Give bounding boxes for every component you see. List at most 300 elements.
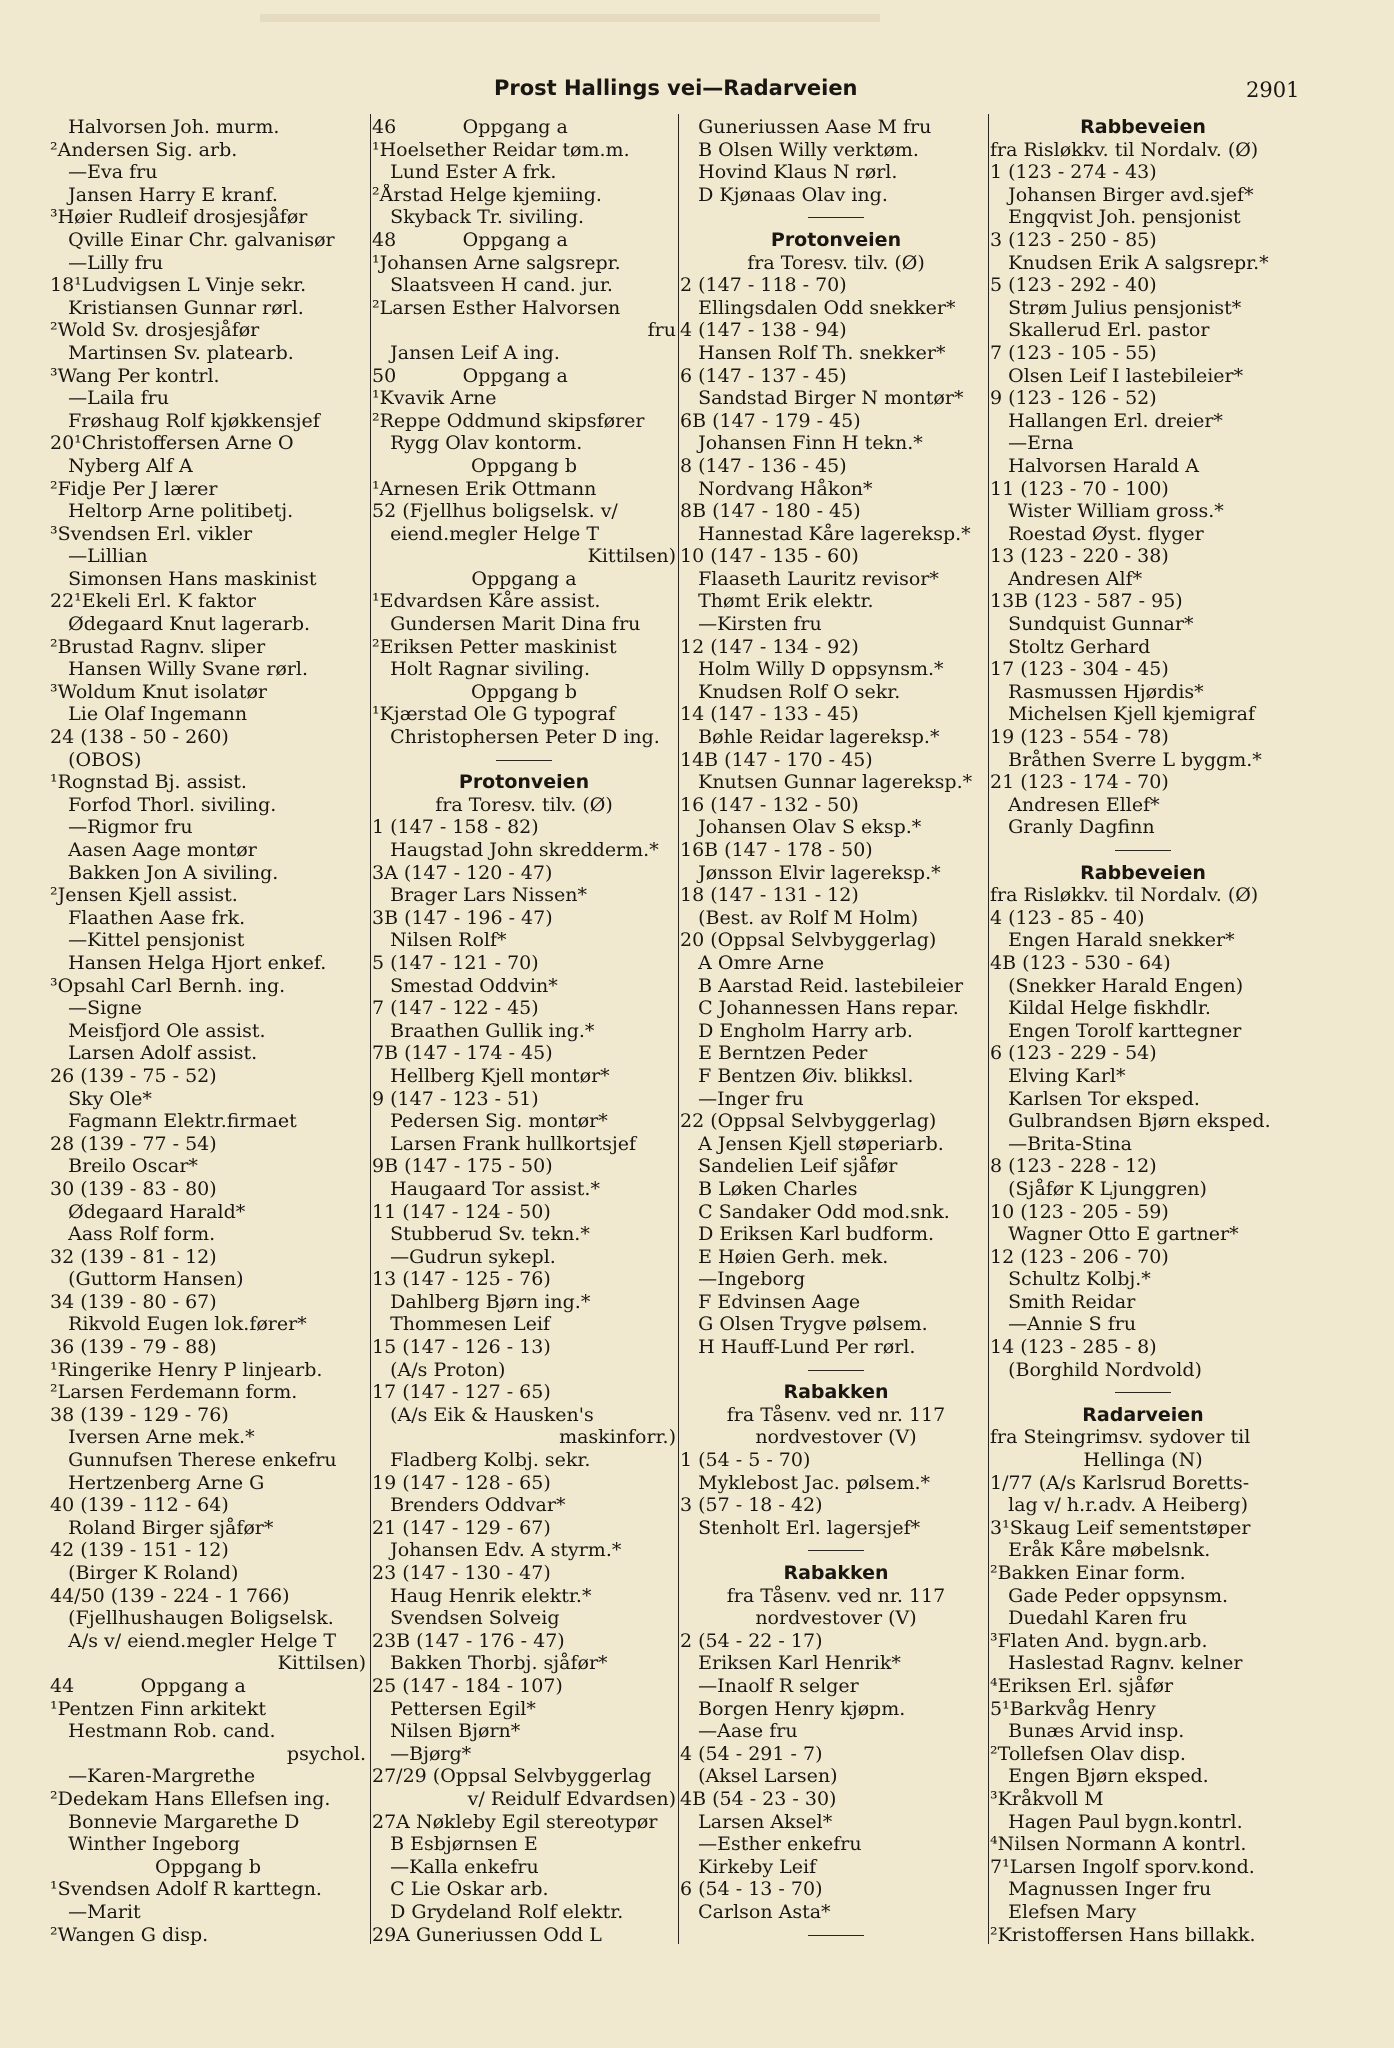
directory-line: ³Wang Per kontrl. (50, 364, 220, 387)
directory-line: Ødegaard Harald* (50, 1200, 246, 1223)
directory-line: (Best. av Rolf M Holm) (680, 906, 919, 929)
directory-line: 8B (147 - 180 - 45) (680, 500, 861, 523)
directory-line: 40 (139 - 112 - 64) (50, 1494, 229, 1517)
directory-column-1 (50, 116, 366, 2044)
directory-line: Karlsen Tor eksped. (990, 1087, 1200, 1110)
directory-line: 6B (147 - 179 - 45) (680, 409, 861, 432)
directory-line: ²Kristoffersen Hans billakk. (990, 1923, 1256, 1946)
directory-line: 29A Guneriussen Odd L (372, 1923, 602, 1946)
directory-line: ²Wold Sv. drosjesjåfør (50, 319, 260, 342)
directory-line: Pedersen Sig. montør* (372, 1110, 608, 1133)
directory-line: Oppgang b (471, 454, 577, 477)
directory-line: Svendsen Solveig (372, 1607, 560, 1630)
directory-line: 1 (54 - 5 - 70) (680, 1449, 811, 1472)
directory-line: Nilsen Bjørn* (372, 1720, 521, 1743)
directory-line: 9B (147 - 175 - 50) (372, 1155, 553, 1178)
directory-column-3 (680, 116, 992, 2044)
directory-line: 23B (147 - 176 - 47) (372, 1629, 565, 1652)
directory-line: Flaathen Aase frk. (50, 906, 246, 929)
directory-line: 23 (147 - 130 - 47) (372, 1562, 551, 1584)
directory-line: Johansen Finn H tekn.* (680, 432, 923, 455)
directory-line: Frøshaug Rolf kjøkkensjef (50, 409, 320, 432)
directory-line: —Inaolf R selger (680, 1674, 859, 1697)
directory-line: (Fjellhushaugen Boligselsk. (50, 1607, 334, 1630)
directory-line: Engen Bjørn eksped. (990, 1765, 1209, 1788)
directory-line: Slaatsveen H cand. jur. (372, 274, 613, 297)
directory-line: 48 Oppgang a (372, 228, 568, 251)
directory-line: ²Larsen Ferdemann form. (50, 1381, 298, 1404)
directory-line: Ellingsdalen Odd snekker* (680, 296, 956, 319)
section-separator (680, 1924, 992, 1947)
directory-line: Kirkeby Leif (680, 1855, 817, 1878)
directory-line: ¹Edvardsen Kåre assist. (372, 590, 601, 613)
directory-line: —Kittel pensjonist (50, 929, 245, 952)
directory-line: Qville Einar Chr. galvanisør (50, 228, 335, 251)
directory-line: ¹Rognstad Bj. assist. (50, 771, 247, 794)
directory-line: Haug Henrik elektr.* (372, 1584, 592, 1607)
directory-line: Hellberg Kjell montør* (372, 1064, 610, 1087)
directory-line: —Esther enkefru (680, 1833, 862, 1856)
directory-line: D Grydeland Rolf elektr. (372, 1900, 624, 1923)
directory-line: 3B (147 - 196 - 47) (372, 906, 553, 929)
directory-line: 46 Oppgang a (372, 116, 568, 138)
directory-line: (Guttorm Hansen) (50, 1268, 244, 1291)
directory-line: ¹Kjærstad Ole G typograf (372, 703, 616, 726)
directory-line: —Kalla enkefru (372, 1855, 539, 1878)
directory-line: 27A Nøkleby Egil stereotypør (372, 1810, 658, 1833)
directory-line: 19 (123 - 554 - 78) (990, 726, 1169, 749)
directory-line: ¹Ringerike Henry P linjearb. (50, 1358, 323, 1381)
directory-line: Sandstad Birger N montør* (680, 387, 964, 410)
directory-line: psychol. (286, 1742, 366, 1765)
directory-line: Eråk Kåre møbelsnk. (990, 1539, 1211, 1562)
directory-line: Carlson Asta* (680, 1900, 831, 1923)
directory-line: 21 (147 - 129 - 67) (372, 1516, 551, 1539)
directory-line: Elving Karl* (990, 1064, 1126, 1087)
directory-line: 19 (147 - 128 - 65) (372, 1471, 551, 1494)
directory-line: Oppgang a (471, 567, 577, 590)
directory-line: lag v/ h.r.adv. A Heiberg) (990, 1494, 1248, 1517)
directory-line: Guneriussen Aase M fru (680, 116, 932, 138)
directory-line: 44/50 (139 - 224 - 1 766) (50, 1584, 290, 1607)
directory-line: 20¹Christoffersen Arne O (50, 432, 294, 455)
directory-line: Nyberg Alf A (50, 454, 193, 477)
directory-line: Granly Dagfinn (990, 816, 1155, 839)
directory-line: 27/29 (Oppsal Selvbyggerlag (372, 1765, 652, 1788)
directory-line: Hestmann Rob. cand. (50, 1720, 276, 1743)
directory-line: —Aase fru (680, 1720, 798, 1743)
directory-line: Forfod Thorl. siviling. (50, 793, 277, 816)
directory-line: ⁴Eriksen Erl. sjåfør (990, 1674, 1174, 1697)
directory-line: ²Wangen G disp. (50, 1923, 209, 1946)
directory-line: 34 (139 - 80 - 67) (50, 1290, 217, 1313)
section-separator (680, 1539, 992, 1562)
directory-line: Smith Reidar (990, 1290, 1136, 1313)
directory-line: Andresen Ellef* (990, 793, 1160, 816)
street-heading: Rabbeveien (1080, 116, 1206, 138)
directory-line: —Karen-Margrethe (50, 1765, 256, 1788)
directory-line: Thommesen Leif (372, 1313, 550, 1336)
directory-line: G Olsen Trygve pølsem. (680, 1313, 928, 1336)
directory-line: Martinsen Sv. platearb. (50, 341, 294, 364)
street-heading: Rabakken (783, 1381, 889, 1404)
directory-line: Fagmann Elektr.firmaet (50, 1110, 297, 1133)
directory-line: C Lie Oskar arb. (372, 1878, 549, 1901)
directory-line: F Edvinsen Aage (680, 1290, 861, 1313)
directory-line: B Løken Charles (680, 1177, 858, 1200)
directory-line: Wister William gross.* (990, 500, 1224, 523)
directory-line: ¹Arnesen Erik Ottmann (372, 477, 597, 500)
directory-line: (A/s Eik & Hausken's (372, 1403, 594, 1426)
directory-line: Rikvold Eugen lok.fører* (50, 1313, 307, 1336)
directory-line: ²Eriksen Petter maskinist (372, 635, 617, 658)
directory-line: ²Larsen Esther Halvorsen (372, 296, 621, 319)
directory-line: Larsen Frank hullkortsjef (372, 1132, 637, 1155)
directory-line: 8 (147 - 136 - 45) (680, 454, 847, 477)
directory-line: 12 (123 - 206 - 70) (990, 1245, 1169, 1268)
directory-line: 13B (123 - 587 - 95) (990, 590, 1183, 613)
directory-line: 5 (123 - 292 - 40) (990, 274, 1157, 297)
directory-line: fra Risløkkv. til Nordalv. (Ø) (990, 884, 1259, 907)
directory-line: 38 (139 - 129 - 76) (50, 1403, 229, 1426)
section-separator (680, 1359, 992, 1382)
directory-line: Sandelien Leif sjåfør (680, 1155, 898, 1178)
directory-line: ¹Johansen Arne salgsrepr. (372, 251, 621, 274)
directory-line: 30 (139 - 83 - 80) (50, 1177, 217, 1200)
directory-line: 7 (123 - 105 - 55) (990, 341, 1157, 364)
directory-line: F Bentzen Øiv. blikksl. (680, 1064, 914, 1087)
directory-line: Bonnevie Margarethe D (50, 1810, 300, 1833)
directory-line: —Brita-Stina (990, 1132, 1132, 1155)
column-divider (678, 114, 679, 1944)
directory-line: A Omre Arne (680, 951, 825, 974)
directory-line: ²Bakken Einar form. (990, 1562, 1186, 1584)
directory-line: Breilo Oscar* (50, 1155, 198, 1178)
directory-line: 50 Oppgang a (372, 364, 568, 387)
directory-line: ²Brustad Ragnv. sliper (50, 635, 266, 658)
directory-line: v/ Reidulf Edvardsen) (467, 1787, 676, 1810)
directory-column-4 (990, 116, 1296, 2044)
directory-line: Larsen Aksel* (680, 1810, 833, 1833)
directory-line: —Ingeborg (680, 1268, 806, 1291)
directory-line: fru (647, 319, 676, 342)
directory-line: Hertzenberg Arne G (50, 1471, 265, 1494)
directory-line: (A/s Proton) (372, 1358, 506, 1381)
directory-line: Engen Torolf karttegner (990, 1019, 1242, 1042)
directory-line: 3¹Skaug Leif sementstøper (990, 1516, 1251, 1539)
directory-line: 14B (147 - 170 - 45) (680, 748, 873, 771)
street-heading: Radarveien (1082, 1403, 1204, 1426)
directory-line: Fladberg Kolbj. sekr. (372, 1449, 591, 1472)
directory-line: Nordvang Håkon* (680, 477, 873, 500)
directory-line: Lie Olaf Ingemann (50, 703, 248, 726)
directory-line: 24 (138 - 50 - 260) (50, 726, 229, 749)
directory-line: Haugaard Tor assist.* (372, 1177, 600, 1200)
directory-line: Borgen Henry kjøpm. (680, 1697, 906, 1720)
directory-line: 14 (123 - 285 - 8) (990, 1336, 1157, 1359)
directory-line: D Kjønaas Olav ing. (680, 183, 888, 206)
directory-line: Lund Ester A frk. (372, 161, 557, 184)
directory-line: 15 (147 - 126 - 13) (372, 1336, 551, 1359)
directory-line: B Olsen Willy verktøm. (680, 138, 919, 161)
directory-line: fra Tåsenv. ved nr. 117 (726, 1584, 946, 1607)
directory-line: Johansen Edv. A styrm.* (372, 1539, 622, 1562)
directory-line: 42 (139 - 151 - 12) (50, 1539, 229, 1562)
directory-line: Kittilsen) (587, 545, 676, 568)
directory-line: 4 (54 - 291 - 7) (680, 1742, 823, 1765)
directory-line: ³Høier Rudleif drosjesjåfør (50, 206, 308, 229)
directory-line: Christophersen Peter D ing. (372, 726, 660, 749)
directory-line: 9 (123 - 126 - 52) (990, 387, 1157, 410)
directory-line: Elefsen Mary (990, 1900, 1137, 1923)
directory-line: Schultz Kolbj.* (990, 1268, 1151, 1291)
page-number: 2901 (1246, 78, 1300, 102)
directory-line: A Jensen Kjell støperiarb. (680, 1132, 944, 1155)
directory-line: Halvorsen Harald A (990, 454, 1199, 477)
directory-line: 10 (147 - 135 - 60) (680, 545, 859, 568)
directory-line: Rasmussen Hjørdis* (990, 680, 1204, 703)
directory-line: ²Årstad Helge kjemiing. (372, 183, 602, 206)
directory-line: ²Dedekam Hans Ellefsen ing. (50, 1787, 331, 1810)
directory-line: 13 (147 - 125 - 76) (372, 1268, 551, 1291)
directory-line: fra Toresv. tilv. (Ø) (747, 251, 925, 274)
directory-line: Strøm Julius pensjonist* (990, 296, 1242, 319)
directory-line: Hansen Helga Hjort enkef. (50, 951, 327, 974)
directory-line: Gundersen Marit Dina fru (372, 613, 641, 636)
directory-line: Bakken Jon A siviling. (50, 861, 279, 884)
directory-line: Hellinga (N) (1083, 1449, 1203, 1472)
directory-line: ⁴Nilsen Normann A kontrl. (990, 1833, 1247, 1856)
directory-line: 1/77 (A/s Karlsrud Boretts- (990, 1471, 1250, 1494)
directory-line: Hannestad Kåre lagereksp.* (680, 522, 971, 545)
directory-line: 4 (123 - 85 - 40) (990, 906, 1145, 929)
directory-line: —Gudrun sykepl. (372, 1245, 556, 1268)
directory-line: Magnussen Inger fru (990, 1878, 1212, 1901)
directory-line: 1 (147 - 158 - 82) (372, 816, 539, 839)
directory-line: B Esbjørnsen E (372, 1833, 538, 1856)
directory-line: Pettersen Egil* (372, 1697, 536, 1720)
street-heading: Protonveien (770, 228, 902, 251)
street-heading: Protonveien (458, 771, 590, 794)
directory-line: Simonsen Hans maskinist (50, 567, 317, 590)
directory-line: 16B (147 - 178 - 50) (680, 839, 873, 861)
directory-line: Flaaseth Lauritz revisor* (680, 567, 939, 590)
directory-line: ³Flaten And. bygn.arb. (990, 1629, 1208, 1652)
directory-line: Braathen Gullik ing.* (372, 1019, 595, 1042)
directory-line: D Engholm Harry arb. (680, 1019, 913, 1042)
directory-line: Larsen Adolf assist. (50, 1042, 258, 1065)
directory-line: maskinforr.) (559, 1426, 676, 1449)
directory-line: Knudsen Erik A salgsrepr.* (990, 251, 1269, 274)
directory-line: 6 (147 - 137 - 45) (680, 364, 847, 387)
directory-line: Jansen Leif A ing. (372, 341, 560, 364)
directory-line: Heltorp Arne politibetj. (50, 500, 294, 523)
directory-line: Bakken Thorbj. sjåfør* (372, 1652, 608, 1675)
directory-line: ³Svendsen Erl. vikler (50, 522, 253, 545)
directory-line: 3A (147 - 120 - 47) (372, 861, 553, 884)
directory-line: 25 (147 - 184 - 107) (372, 1674, 563, 1697)
section-separator (372, 749, 676, 772)
directory-line: 6 (54 - 13 - 70) (680, 1878, 823, 1901)
directory-line: eiend.megler Helge T (372, 522, 599, 545)
directory-line: Hagen Paul bygn.kontrl. (990, 1810, 1243, 1833)
section-separator (680, 206, 992, 229)
directory-line: Hovind Klaus N rørl. (680, 161, 898, 184)
directory-line: Andresen Alf* (990, 567, 1143, 590)
directory-line: ¹Svendsen Adolf R karttegn. (50, 1878, 322, 1901)
directory-line: C Sandaker Odd mod.snk. (680, 1200, 950, 1223)
column-divider (370, 114, 371, 1944)
directory-line: Halvorsen Joh. murm. (50, 116, 280, 138)
directory-line: Holt Ragnar siviling. (372, 658, 591, 681)
directory-line: Wagner Otto E gartner* (990, 1223, 1239, 1246)
directory-line: 20 (Oppsal Selvbyggerlag) (680, 929, 937, 952)
directory-line: ¹Hoelsether Reidar tøm.m. (372, 138, 630, 161)
directory-line: ²Fidje Per J lærer (50, 477, 218, 500)
directory-line: —Kirsten fru (680, 613, 822, 636)
directory-line: Engen Harald snekker* (990, 929, 1235, 952)
directory-line: 32 (139 - 81 - 12) (50, 1245, 217, 1268)
directory-line: Aasen Aage montør (50, 839, 257, 861)
directory-line: ²Tollefsen Olav disp. (990, 1742, 1186, 1765)
directory-line: C Johannessen Hans repar. (680, 997, 959, 1020)
directory-line: Jønsson Elvir lagereksp.* (680, 861, 941, 884)
directory-line: fra Tåsenv. ved nr. 117 (726, 1403, 946, 1426)
directory-line: Knudsen Rolf O sekr. (680, 680, 901, 703)
section-separator (990, 839, 1296, 862)
directory-line: ³Woldum Knut isolatør (50, 680, 267, 703)
section-separator (990, 1381, 1296, 1404)
directory-line: —Rigmor fru (50, 816, 193, 839)
directory-line: Bråthen Sverre L byggm.* (990, 748, 1262, 771)
directory-line: Stubberud Sv. tekn.* (372, 1223, 590, 1246)
directory-line: H Hauff-Lund Per rørl. (680, 1336, 916, 1359)
directory-line: 44 Oppgang a (50, 1674, 246, 1697)
directory-line: 21 (123 - 174 - 70) (990, 771, 1169, 794)
directory-line: 12 (147 - 134 - 92) (680, 635, 859, 658)
directory-line: fra Risløkkv. til Nordalv. (Ø) (990, 138, 1259, 161)
directory-line: (Birger K Roland) (50, 1562, 239, 1584)
directory-line: Oppgang b (155, 1855, 261, 1878)
directory-line: 3 (123 - 250 - 85) (990, 228, 1157, 251)
directory-line: —Signe (50, 997, 142, 1020)
directory-line: Holm Willy D oppsynsm.* (680, 658, 944, 681)
directory-line: Myklebost Jac. pølsem.* (680, 1471, 931, 1494)
directory-line: 14 (147 - 133 - 45) (680, 703, 859, 726)
directory-line: Eriksen Karl Henrik* (680, 1652, 901, 1675)
street-heading: Rabbeveien (1080, 861, 1206, 884)
directory-line: fra Steingrimsv. sydover til (990, 1426, 1251, 1449)
directory-line: Gulbrandsen Bjørn eksped. (990, 1110, 1271, 1133)
directory-line: E Høien Gerh. mek. (680, 1245, 889, 1268)
directory-line: 2 (147 - 118 - 70) (680, 274, 847, 297)
directory-line: E Berntzen Peder (680, 1042, 868, 1065)
street-heading: Rabakken (783, 1562, 889, 1584)
directory-line: Haugstad John skredderm.* (372, 839, 659, 861)
directory-line: Stoltz Gerhard (990, 635, 1151, 658)
directory-line: Ødegaard Knut lagerarb. (50, 613, 311, 636)
directory-line: 5 (147 - 121 - 70) (372, 951, 539, 974)
directory-line: 28 (139 - 77 - 54) (50, 1132, 217, 1155)
directory-line: A/s v/ eiend.megler Helge T (50, 1629, 337, 1652)
directory-line: 22 (Oppsal Selvbyggerlag) (680, 1110, 937, 1133)
directory-line: fra Toresv. tilv. (Ø) (435, 793, 613, 816)
directory-line: 13 (123 - 220 - 38) (990, 545, 1169, 568)
directory-line: ²Andersen Sig. arb. (50, 138, 238, 161)
directory-line: Skallerud Erl. pastor (990, 319, 1210, 342)
directory-line: 11 (147 - 124 - 50) (372, 1200, 551, 1223)
directory-line: 11 (123 - 70 - 100) (990, 477, 1169, 500)
directory-line: 26 (139 - 75 - 52) (50, 1064, 217, 1087)
directory-line: Gunnufsen Therese enkefru (50, 1449, 337, 1472)
directory-line: Oppgang b (471, 680, 577, 703)
directory-line: Johansen Birger avd.sjef* (990, 183, 1254, 206)
directory-line: 4B (123 - 530 - 64) (990, 951, 1171, 974)
directory-line: 8 (123 - 228 - 12) (990, 1155, 1157, 1178)
directory-line: Knutsen Gunnar lagereksp.* (680, 771, 973, 794)
directory-line: Meisfjord Ole assist. (50, 1019, 266, 1042)
directory-line: —Marit (50, 1900, 141, 1923)
directory-line: 9 (147 - 123 - 51) (372, 1087, 539, 1110)
directory-line: ³Kråkvoll M (990, 1787, 1104, 1810)
directory-line: 52 (Fjellhus boligselsk. v/ (372, 500, 618, 523)
directory-line: ¹Pentzen Finn arkitekt (50, 1697, 266, 1720)
directory-line: 7 (147 - 122 - 45) (372, 997, 539, 1020)
directory-line: Bøhle Reidar lagereksp.* (680, 726, 940, 749)
directory-line: Roestad Øyst. flyger (990, 522, 1204, 545)
directory-line: Iversen Arne mek.* (50, 1426, 255, 1449)
directory-line: (OBOS) (50, 748, 142, 771)
directory-line: Kristiansen Gunnar rørl. (50, 296, 304, 319)
directory-line: 18¹Ludvigsen L Vinje sekr. (50, 274, 307, 297)
directory-line: Brager Lars Nissen* (372, 884, 588, 907)
directory-line: Dahlberg Bjørn ing.* (372, 1290, 591, 1313)
directory-line: Stenholt Erl. lagersjef* (680, 1516, 921, 1539)
directory-line: Bunæs Arvid insp. (990, 1720, 1185, 1743)
directory-line: (Borghild Nordvold) (990, 1358, 1202, 1381)
directory-line: D Eriksen Karl budform. (680, 1223, 935, 1246)
directory-line: 10 (123 - 205 - 59) (990, 1200, 1169, 1223)
directory-line: 7¹Larsen Ingolf sporv.kond. (990, 1855, 1255, 1878)
directory-line: Hansen Willy Svane rørl. (50, 658, 309, 681)
directory-line: —Bjørg* (372, 1742, 472, 1765)
directory-line: Jansen Harry E kranf. (50, 183, 278, 206)
directory-line: (Snekker Harald Engen) (990, 974, 1244, 997)
directory-line: Aass Rolf form. (50, 1223, 216, 1246)
directory-line: Haslestad Ragnv. kelner (990, 1652, 1243, 1675)
directory-column-2 (372, 116, 676, 2044)
directory-line: 17 (123 - 304 - 45) (990, 658, 1169, 681)
directory-line: 18 (147 - 131 - 12) (680, 884, 859, 907)
directory-line: —Lilly fru (50, 251, 164, 274)
directory-line: Kittilsen) (277, 1652, 366, 1675)
directory-line: 2 (54 - 22 - 17) (680, 1629, 823, 1652)
directory-line: Hallangen Erl. dreier* (990, 409, 1223, 432)
directory-line: 16 (147 - 132 - 50) (680, 793, 859, 816)
directory-line: Smestad Oddvin* (372, 974, 558, 997)
directory-line: (Sjåfør K Ljunggren) (990, 1177, 1207, 1200)
directory-line: —Erna (990, 432, 1074, 455)
top-scan-band (260, 14, 880, 22)
directory-line: 1 (123 - 274 - 43) (990, 161, 1157, 184)
directory-line: Roland Birger sjåfør* (50, 1516, 274, 1539)
directory-line: —Laila fru (50, 387, 169, 410)
directory-line: Rygg Olav kontorm. (372, 432, 583, 455)
directory-line: Skyback Tr. siviling. (372, 206, 585, 229)
directory-line: Olsen Leif I lastebileier* (990, 364, 1244, 387)
directory-line: —Lillian (50, 545, 148, 568)
directory-line: 36 (139 - 79 - 88) (50, 1336, 217, 1359)
